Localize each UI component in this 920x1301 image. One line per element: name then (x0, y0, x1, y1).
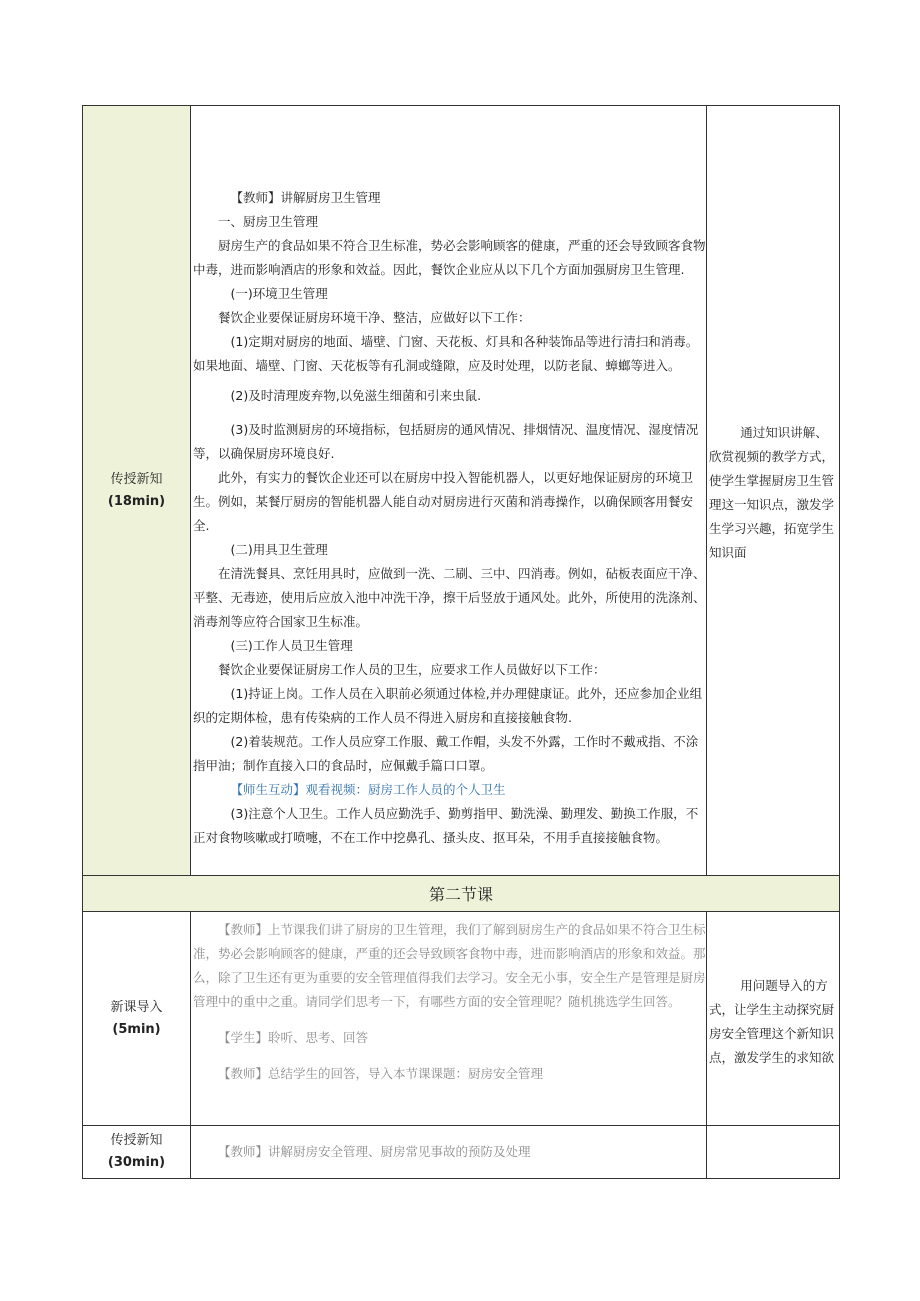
row1-label-cell (82, 105, 191, 876)
teacher-intro: 【教师】上节课我们讲了厨房的卫生管理，我们了解到厨房生产的食品如果不符合卫生标准，势必会影响顾客的健康，严重的还会导致顾客食物中毒，进而影响酒店的形象和效益。那么，除了卫生还有更为重要的安全管理值得我们去学习。安全无小事，安全生产是管理是厨房管理中的重中之重。请同学们思考一下，有哪些方面的安全管理呢？随机挑选学生回答。 (193, 922, 706, 1009)
list-item: (1)定期对厨房的地面、墙壁、门窗、天花板、灯具和各种装饰品等进行清扫和消毒。如果地面、墙壁、门窗、天花板等有孔洞或缝隙，应及时处理，以防老鼠、蟑螂等进入。 (193, 334, 699, 373)
row2-duration: (5min) (112, 1021, 161, 1037)
row2-label-cell (82, 911, 191, 1126)
list-item: (2)及时清理废弃物,以免滋生细菌和引来虫鼠. (230, 388, 482, 403)
row3-note-cell (706, 1125, 840, 1179)
row2-note-cell (706, 911, 840, 1126)
row2-label: 新课导入 (110, 999, 163, 1015)
row1-note: 通过知识讲解、欣赏视频的教学方式，使学生掌握厨房卫生管理这一知识点，激发学生学习兴趣，拓宽学生知识面 (709, 425, 835, 560)
row3-label-cell (82, 1125, 191, 1179)
row1-label: 传授新知 (110, 471, 163, 487)
list-item: (2)着装规范。工作人员应穿工作服、戴工作帽，头发不外露，工作时不戴戒指、不涂指甲油；制作直接入口的食品时，应佩戴手篇口口罩。 (193, 734, 699, 773)
row2-note: 用问题导入的方式，让学生主动探究厨房安全管理这个新知识点，激发学生的求知欲 (709, 978, 835, 1065)
section-title-cell (82, 875, 840, 912)
teacher-summary: 【教师】总结学生的回答，导入本节课课题：厨房安全管理 (218, 1066, 544, 1081)
subsection-heading: (二)用具卫生萱理 (230, 542, 328, 557)
interaction-heading: 【师生互动】观看视频：厨房工作人员的个人卫生 (230, 782, 506, 797)
list-item: (1)持证上岗。工作人员在入职前必须通过体检,并办理健康证。此外，还应参加企业组织的定期体检，患有传染病的工作人员不得进入厨房和直接接触食物. (193, 686, 703, 725)
row3-content-cell (190, 1125, 707, 1179)
teacher-topic: 【教师】讲解厨房安全管理、厨房常见事故的预防及处理 (218, 1144, 531, 1159)
row3-label: 传授新知 (110, 1133, 163, 1148)
paragraph: 厨房生产的食品如果不符合卫生标准，势必会影响顾客的健康，严重的还会导致顾客食物中毒，进而影响酒店的形象和效益。因此，餐饮企业应从以下几个方面加强厨房卫生管理. (193, 238, 706, 277)
subsection-heading: (三)工作人员卫生管理 (230, 638, 353, 653)
row2-content-cell (190, 911, 707, 1126)
row1-content-cell (190, 105, 707, 876)
paragraph: 在清洗餐具、烹饪用具时，应做到一洗、二刷、三中、四消毒。例如，砧板表面应干净、平整、无毒迹，使用后应放入池中冲洗干净，擦干后竖放于通风处。此外，所使用的洗涤剂、消毒剂等应符合国家卫生标准。 (193, 566, 706, 629)
section-title: 第二节课 (428, 885, 493, 904)
paragraph: 餐饮企业要保证厨房工作人员的卫生，应要求工作人员做好以下工作： (218, 662, 606, 677)
student-activity: 【学生】聆听、思考、回答 (218, 1030, 369, 1045)
paragraph: 餐饮企业要保证厨房环境干净、整洁，应做好以下工作： (218, 310, 531, 325)
subsection-heading: (一)环境卫生管理 (230, 286, 328, 301)
row1-note-cell (706, 105, 840, 876)
paragraph: 此外，有实力的餐饮企业还可以在厨房中投入智能机器人，以更好地保证厨房的环境卫生。例如，某餐厅厨房的智能机器人能自动对厨房进行灭菌和消毒操作，以确保顾客用餐安全. (193, 470, 694, 533)
row3-duration: (30min) (107, 1155, 166, 1170)
row1-duration: (18min) (107, 493, 166, 509)
section-heading: 一、厨房卫生管理 (218, 214, 319, 229)
list-item: (3)及时监测厨房的环境指标，包括厨房的通风情况、排烟情况、温度情况、湿度情况等，以确保厨房环境良好. (193, 422, 699, 461)
list-item: (3)注意个人卫生。工作人员应勤洗手、勤剪指甲、勤洗澡、勤理发、勤换工作服，不正对食物咳嗽或打喷嚏，不在工作中挖鼻孔、搔头皮、抠耳朵，不用手直接接触食物。 (193, 806, 699, 845)
teacher-heading: 【教师】讲解厨房卫生管理 (230, 190, 381, 205)
